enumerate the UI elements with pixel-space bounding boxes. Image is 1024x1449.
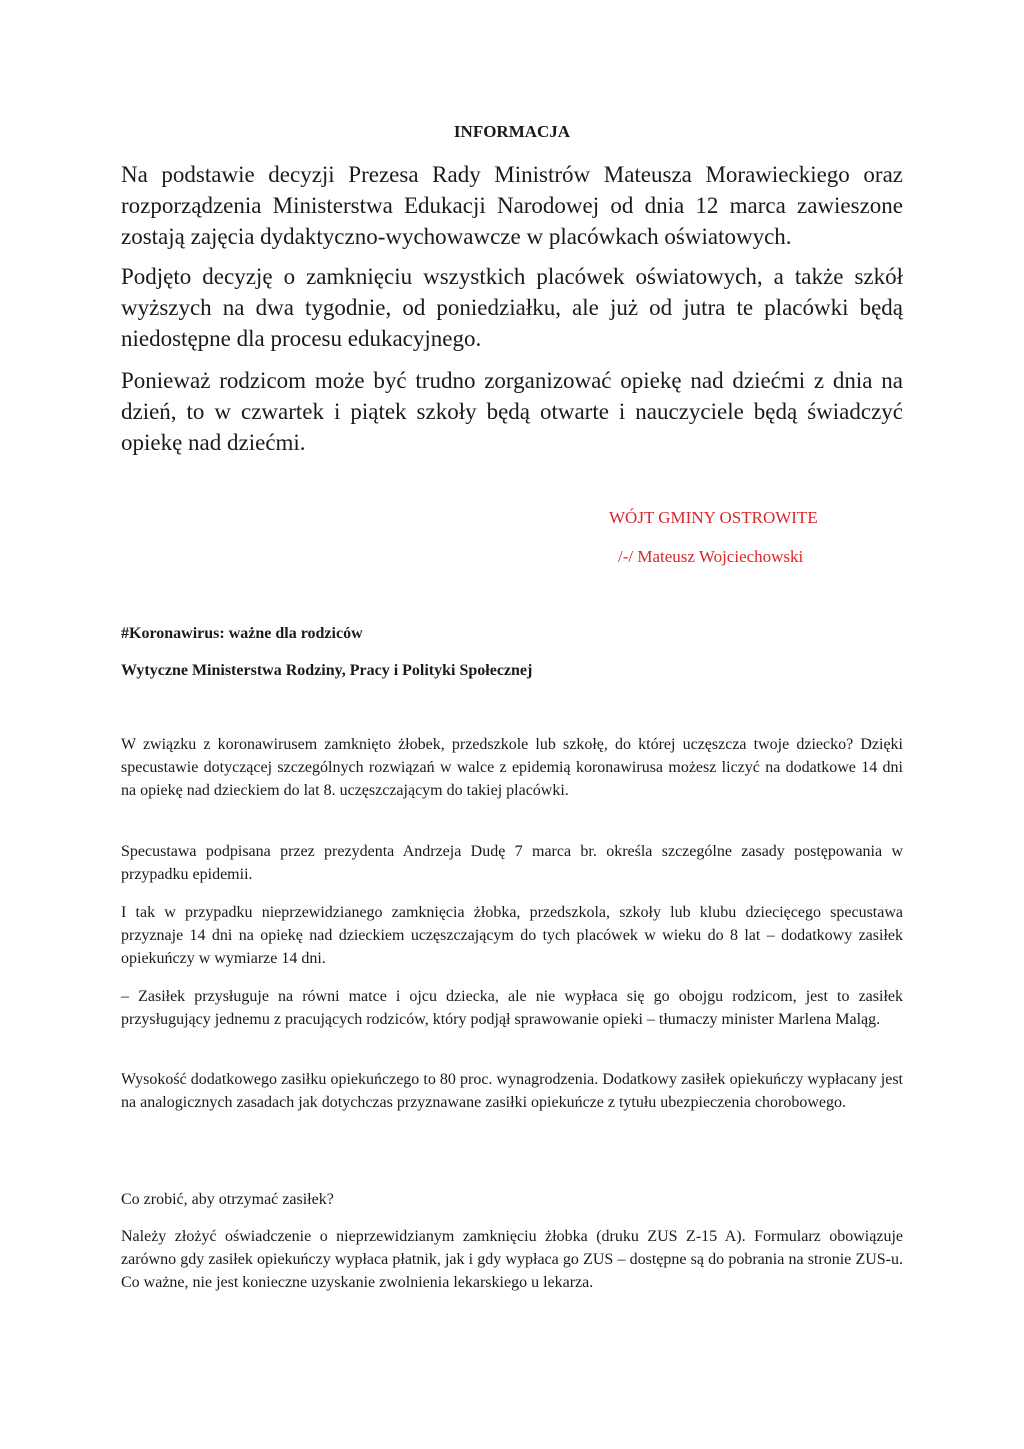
section-subheading-hashtag: #Koronawirus: ważne dla rodziców [121,625,363,642]
body-paragraph-1: W związku z koronawirusem zamknięto żłobek, przedszkole lub szkołę, do której uczęszcza twoje dziecko? Dzięki specustawie dotyczącej szczególnych rozwiązań w walce z epidemią koronawirusa możesz liczyć na dodatkowe 14 dni na opiekę nad dzieckiem do lat 8. uczęszczającym do takiej placówki. [121,736,903,799]
body-paragraph-2: Specustawa podpisana przez prezydenta Andrzeja Dudę 7 marca br. określa szczególne zasady postępowania w przypadku epidemii. [121,843,903,883]
body-paragraph-4: – Zasiłek przysługuje na równi matce i ojcu dziecka, ale nie wypłaca się go obojgu rodzicom, jest to zasiłek przysługujący jednemu z pracujących rodziców, który podjął sprawowanie opieki – tłumaczy minister Marlena Maląg. [121,988,903,1028]
announcement-paragraph-2: Podjęto decyzję o zamknięciu wszystkich placówek oświatowych, a także szkół wyższych na dwa tygodnie, od poniedziałku, ale już od jutra te placówki będą niedostępne dla procesu edukacyjnego. [121,264,903,351]
announcement-paragraph-1: Na podstawie decyzji Prezesa Rady Ministrów Mateusza Morawieckiego oraz rozporządzenia Ministerstwa Edukacji Narodowej od dnia 12 marca zawieszone zostają zajęcia dydaktyczno-wychowawcze w placówkach oświatowych. [121,162,903,249]
announcement-paragraph-3: Ponieważ rodzicom może być trudno zorganizować opiekę nad dziećmi z dnia na dzień, to w czwartek i piątek szkoły będą otwarte i nauczyciele będą świadczyć opiekę nad dziećmi. [121,368,903,455]
signature-title: WÓJT GMINY OSTROWITE [609,508,818,527]
section-subheading-ministry: Wytyczne Ministerstwa Rodziny, Pracy i Polityki Społecznej [121,662,533,679]
body-question: Co zrobić, aby otrzymać zasiłek? [121,1191,334,1208]
body-paragraph-3: I tak w przypadku nieprzewidzianego zamknięcia żłobka, przedszkola, szkoły lub klubu dziecięcego specustawa przyznaje 14 dni na opiekę nad dzieckiem uczęszczającym do tych placówek w wieku do 8 lat – dodatkowy zasiłek opiekuńczy w wymiarze 14 dni. [121,904,903,967]
body-paragraph-5: Wysokość dodatkowego zasiłku opiekuńczego to 80 proc. wynagrodzenia. Dodatkowy zasiłek opiekuńczy wypłacany jest na analogicznych zasadach jak dotychczas przyznawane zasiłki opiekuńcze z tytułu ubezpieczenia chorobowego. [121,1071,903,1111]
document-heading: INFORMACJA [453,122,571,141]
signature-name: /-/ Mateusz Wojciechowski [618,547,804,566]
body-paragraph-6: Należy złożyć oświadczenie o nieprzewidzianym zamknięciu żłobka (druku ZUS Z-15 A). Formularz obowiązuje zarówno gdy zasiłek opiekuńczy wypłaca płatnik, jak i gdy wypłaca go ZUS – dostępne są do pobrania na stronie ZUS-u. Co ważne, nie jest konieczne uzyskanie zwolnienia lekarskiego u lekarza. [121,1228,903,1291]
